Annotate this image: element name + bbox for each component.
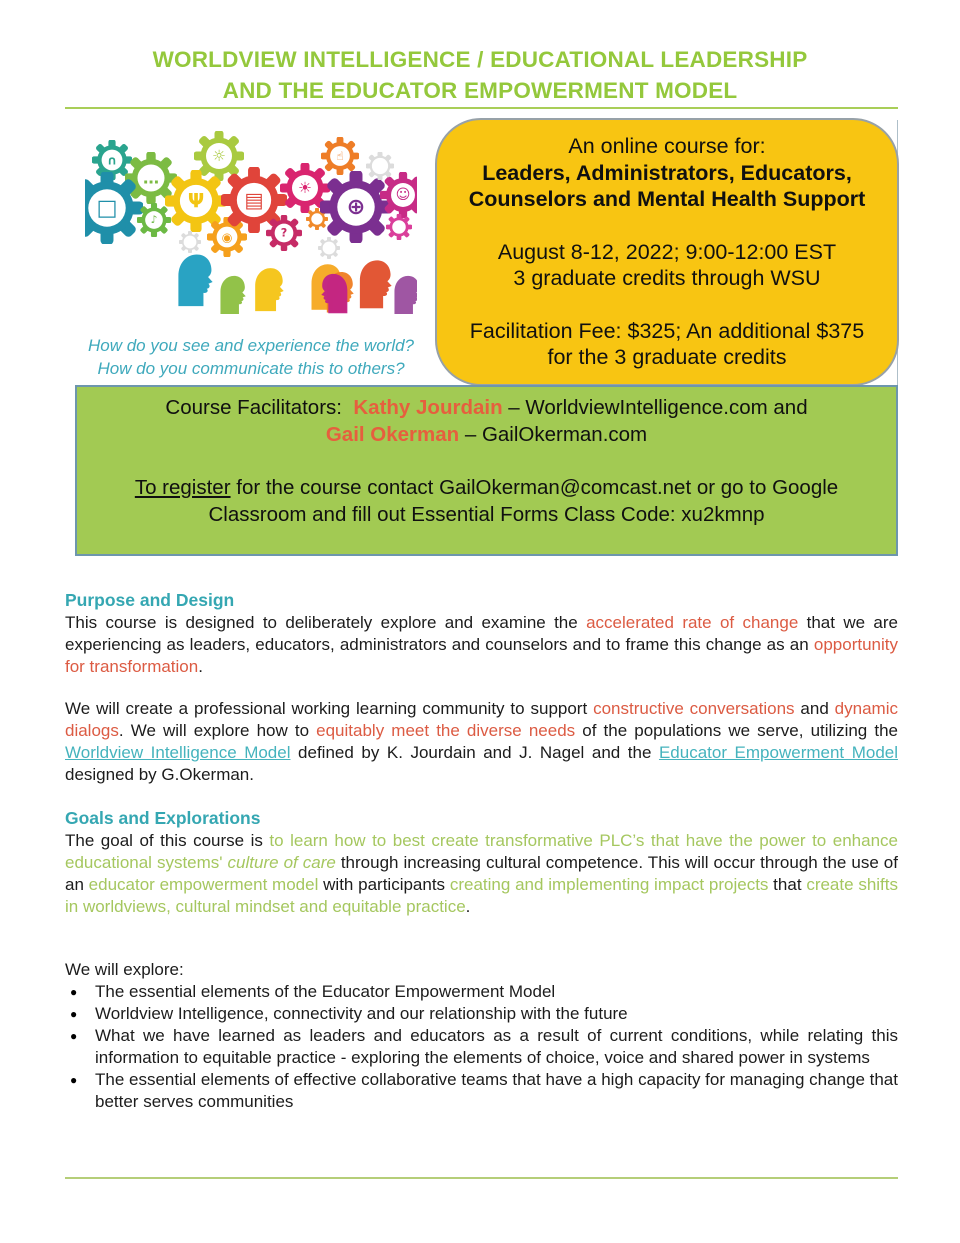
globe-gear-icon: [319, 170, 392, 243]
yellow-head: [255, 268, 284, 311]
explore-list: [65, 981, 898, 1113]
text-run: .: [465, 897, 471, 916]
profile-heads-illustration: [85, 252, 417, 336]
text-run: equitably meet the diverse needs: [316, 721, 576, 740]
text-run: This course is designed to deliberately explore and examine the: [65, 613, 587, 632]
text-run: culture of care: [227, 853, 336, 872]
text-run: defined by K. Jourdain and J. Nagel and the: [290, 743, 659, 762]
text-run: .: [198, 657, 203, 676]
text-run: creating and implementing impact projects: [449, 875, 769, 894]
text-run: Kathy Jourdain: [353, 396, 503, 419]
text-run: Gail Okerman: [325, 423, 460, 446]
hero-caption: [75, 334, 427, 380]
page-title-line2: AND THE EDUCATOR EMPOWERMENT MODEL: [222, 78, 738, 103]
text-run: with participants: [318, 875, 450, 894]
text-run: through increasing cultural competence. This will occur through the use of an: [65, 853, 903, 894]
text-run: We will create a professional working learning community to support: [65, 699, 594, 718]
purple-head: [394, 276, 417, 314]
svg-text:▤: ▤: [244, 188, 264, 212]
text-run: for the course contact GailOkerman@comcast.net or go to Google Classroom and fill out Essential Forms Class Code: xu2kmnp: [208, 476, 844, 526]
svg-text:♪: ♪: [150, 214, 158, 226]
registration-instructions: [117, 474, 857, 528]
purpose-paragraph-2-wrap: [65, 698, 903, 786]
purpose-heading: Purpose and Design: [65, 590, 235, 610]
svg-text:…: …: [142, 168, 160, 188]
text-run: To register: [134, 476, 231, 499]
gears-illustration: [85, 130, 417, 260]
hero-caption-line2: How do you communicate this to others?: [97, 359, 405, 378]
svg-text:⊕: ⊕: [346, 194, 366, 220]
footer-divider: [65, 1177, 898, 1179]
text-run: to learn how to best create transformative PLC’s that have the power to enhance educational systems': [65, 831, 903, 872]
goals-heading: Goals and Explorations: [65, 808, 261, 828]
course-audience-intro: An online course for:: [568, 134, 766, 158]
explore-section: [65, 959, 898, 1113]
svg-text:◉: ◉: [221, 229, 233, 245]
outline-gear-icon: [179, 231, 201, 253]
text-run: accelerated rate of change: [586, 613, 799, 632]
svg-text:☺: ☺: [395, 187, 411, 203]
text-run: that: [768, 875, 807, 894]
text-run: educator empowerment model: [88, 875, 319, 894]
list-item: ● The essential elements of the Educator Empowerment Model: [65, 981, 898, 1003]
text-run: of the populations we serve, utilizing the: [575, 721, 903, 740]
svg-text:□: □: [96, 195, 118, 221]
text-run: constructive conversations: [593, 699, 795, 718]
goals-paragraph: [65, 830, 903, 918]
course-audience-line2: Counselors and Mental Health Support: [468, 187, 866, 211]
text-run: that we are experiencing as leaders, educators, administrators and counselors and to frame this change as an: [65, 613, 903, 654]
course-dates: August 8-12, 2022; 9:00-12:00 EST: [497, 239, 837, 264]
svg-text:Ψ: Ψ: [187, 189, 205, 213]
outline-gear-icon: [366, 152, 395, 181]
red-head: [360, 260, 392, 308]
svg-text:∩: ∩: [106, 152, 118, 168]
text-run: dynamic dialogs: [65, 699, 903, 740]
course-audience-line1: Leaders, Administrators, Educators,: [482, 160, 852, 185]
facilitators-line2: [77, 421, 896, 448]
course-credits: 3 graduate credits through WSU: [513, 266, 821, 290]
page-title-line1: WORLDVIEW INTELLIGENCE / EDUCATIONAL LEADERSHIP: [152, 47, 808, 72]
course-fee-line2: for the 3 graduate credits: [547, 345, 787, 369]
course-info-box: [435, 118, 899, 386]
text-run: create shifts in worldviews, cultural mindset and equitable practice: [65, 875, 903, 916]
text-run: opportunity for transformation: [65, 635, 903, 676]
facilitators-line1: [77, 394, 896, 421]
text-run: . We will explore how to: [118, 721, 317, 740]
purpose-section: [65, 589, 903, 678]
purpose-paragraph-2: [65, 698, 903, 786]
svg-text:☀: ☀: [298, 179, 312, 197]
hero-caption-line1: How do you see and experience the world?: [87, 336, 415, 355]
goals-section: [65, 807, 903, 918]
inline-link[interactable]: Worldview Intelligence Model: [65, 743, 291, 762]
teal-head: [178, 255, 212, 307]
svg-text:☼: ☼: [212, 147, 226, 165]
svg-text:?: ?: [280, 226, 288, 240]
course-fee-line1: Facilitation Fee: $325; An additional $375: [469, 318, 865, 343]
explore-intro: We will explore:: [65, 960, 184, 979]
text-run: Course Facilitators:: [165, 396, 354, 419]
text-run: designed by G.Okerman.: [65, 743, 903, 784]
facilitators-box: [75, 385, 898, 556]
ear-gear-icon: [386, 214, 413, 241]
list-item: ● Worldview Intelligence, connectivity and our relationship with the future: [65, 1003, 898, 1025]
text-run: – WorldviewIntelligence.com and: [502, 396, 808, 419]
list-item: ● The essential elements of effective collaborative teams that have a high capacity for managing change that better serves communities: [65, 1069, 898, 1113]
list-item: ● What we have learned as leaders and educators as a result of current conditions, while relating this information to equitable practice - exploring the elements of choice, voice and shared power in systems: [65, 1025, 898, 1069]
green-head: [220, 276, 245, 314]
question-gear-icon: [266, 215, 303, 252]
thumbs-up-gear-icon: [321, 137, 360, 176]
inline-link[interactable]: Educator Empowerment Model: [658, 743, 898, 762]
svg-text:☝: ☝: [336, 149, 344, 163]
text-run: and: [794, 699, 835, 718]
gears-and-heads-illustration: [85, 130, 417, 380]
title-divider: [65, 107, 898, 109]
speaker-gear-icon: [137, 203, 172, 238]
text-run: – GailOkerman.com: [459, 423, 648, 446]
text-run: The goal of this course is: [65, 831, 270, 850]
page-title: [0, 44, 960, 106]
purpose-paragraph-1: [65, 612, 903, 678]
